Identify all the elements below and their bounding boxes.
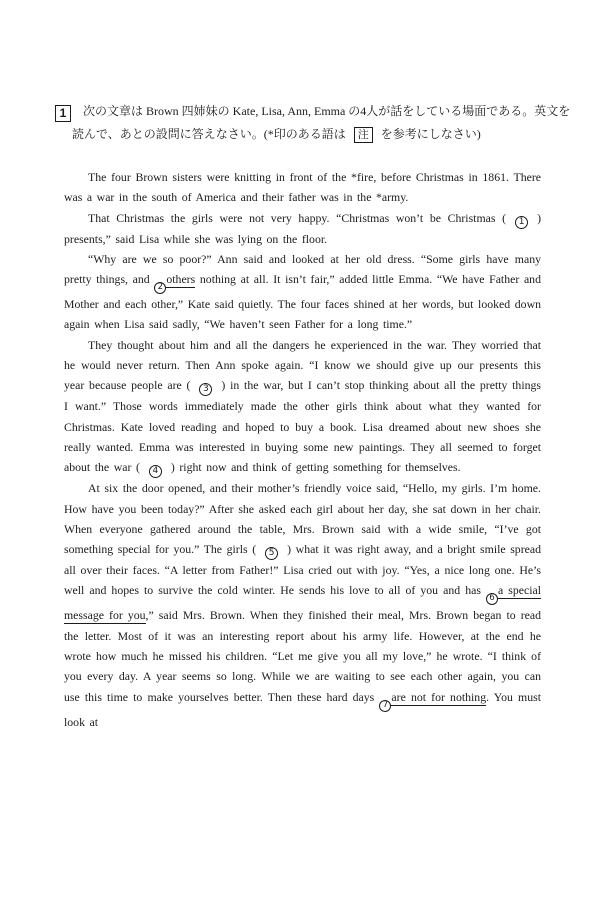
passage xyxy=(64,167,541,732)
underlined-text-7: are not for nothing xyxy=(391,689,487,704)
circled-number-2: 2 xyxy=(154,282,166,294)
answer-blank-1: ( 1 ) xyxy=(502,210,541,227)
instruction-line-1 xyxy=(55,100,571,123)
passage-paragraph: That Christmas the girls were not very happy. “Christmas won’t be Christmas ( 1 ) presents,” said Lisa while she was lying on the floor. xyxy=(64,210,541,246)
question-header xyxy=(55,100,571,146)
circled-number-6: 6 xyxy=(486,593,498,605)
circled-number-7: 7 xyxy=(379,700,391,712)
question-number-box xyxy=(55,105,71,122)
circled-number-1: 1 xyxy=(515,216,528,229)
passage-paragraph: “Why are we so poor?” Ann said and looked at her old dress. “Some girls have many pretty things, and 2others nothing at all. It isn’t fair,” added little Emma. “We have Father and Mother and each other,” Kate said quietly. The four faces shined at her words, but looked down again when Lisa said sadly, “We haven’t seen Father for a long time.” xyxy=(64,251,541,332)
circled-number-5: 5 xyxy=(265,547,278,560)
passage-paragraph: They thought about him and all the dangers he experienced in the war. They worried that he would never return. Then Ann spoke again. “I know we should give up our presents this year because people are ( 3 ) in the war, but I can’t stop thinking about all the pretty things I want.” Those words immediately made the other girls think about what they wanted for Christmas. Kate loved reading and hoped to buy a book. Lisa dreamed about new shoes she really wanted. Emma was interested in buying some new paintings. They all seemed to forget about the war ( 4 ) right now and think of getting something for themselves. xyxy=(64,337,541,477)
circled-number-4: 4 xyxy=(149,465,162,478)
marked-phrase-2 xyxy=(154,272,196,293)
instruction-text-2a: 読んで、あとの設問に答えなさい。(*印のある語は xyxy=(72,127,346,141)
instruction-line-2 xyxy=(55,123,545,146)
marked-phrase-6 xyxy=(64,583,541,622)
instruction-text-2b: を参考にしなさい) xyxy=(380,127,481,141)
question-number: 1 xyxy=(59,106,67,120)
underlined-text-2: others xyxy=(166,272,196,287)
circled-number-3: 3 xyxy=(199,383,212,396)
marked-phrase-7 xyxy=(379,689,487,710)
passage-paragraph: The four Brown sisters were knitting in front of the *fire, before Christmas in 1861. There was a war in the south of America and their father was in the *army. xyxy=(64,170,541,205)
answer-blank-4: ( 4 ) xyxy=(135,460,175,477)
answer-blank-5: ( 5 ) xyxy=(252,542,292,559)
note-reference-box: 注 xyxy=(354,127,373,143)
answer-blank-3: ( 3 ) xyxy=(186,378,226,395)
instruction-text-1: 次の文章は Brown 四姉妹の Kate, Lisa, Ann, Emma の4人が話をしている場面である。英文を xyxy=(83,104,571,118)
underlined-text-6: a special message for you xyxy=(64,583,541,623)
passage-paragraph: At six the door opened, and their mother’s friendly voice said, “Hello, my girls. I’m home. How have you been today?” After she asked each girl about her day, she sat down in her chair. When everyone gathered around the table, Mrs. Brown said with a wide smile, “I’ve got something special for you.” The girls ( 5 ) what it was right away, and a bright smile spread all over their faces. “A letter from Father!” Lisa cried out with joy. “Yes, a nice long one. He’s well and hopes to survive the cold winter. He sends his love to all of you and has 6a special message for you,” said Mrs. Brown. When they finished their meal, Mrs. Brown began to read the letter. Most of it was an interesting report about his army life. However, at the end he wrote how much he missed his children. “Let me give you all my love,” he wrote. “I think of you every day. A year seems so long. While we are waiting to see each other again, you can use this time to make yourselves better. Then these hard days 7are not for nothing. You must look at xyxy=(64,481,542,729)
